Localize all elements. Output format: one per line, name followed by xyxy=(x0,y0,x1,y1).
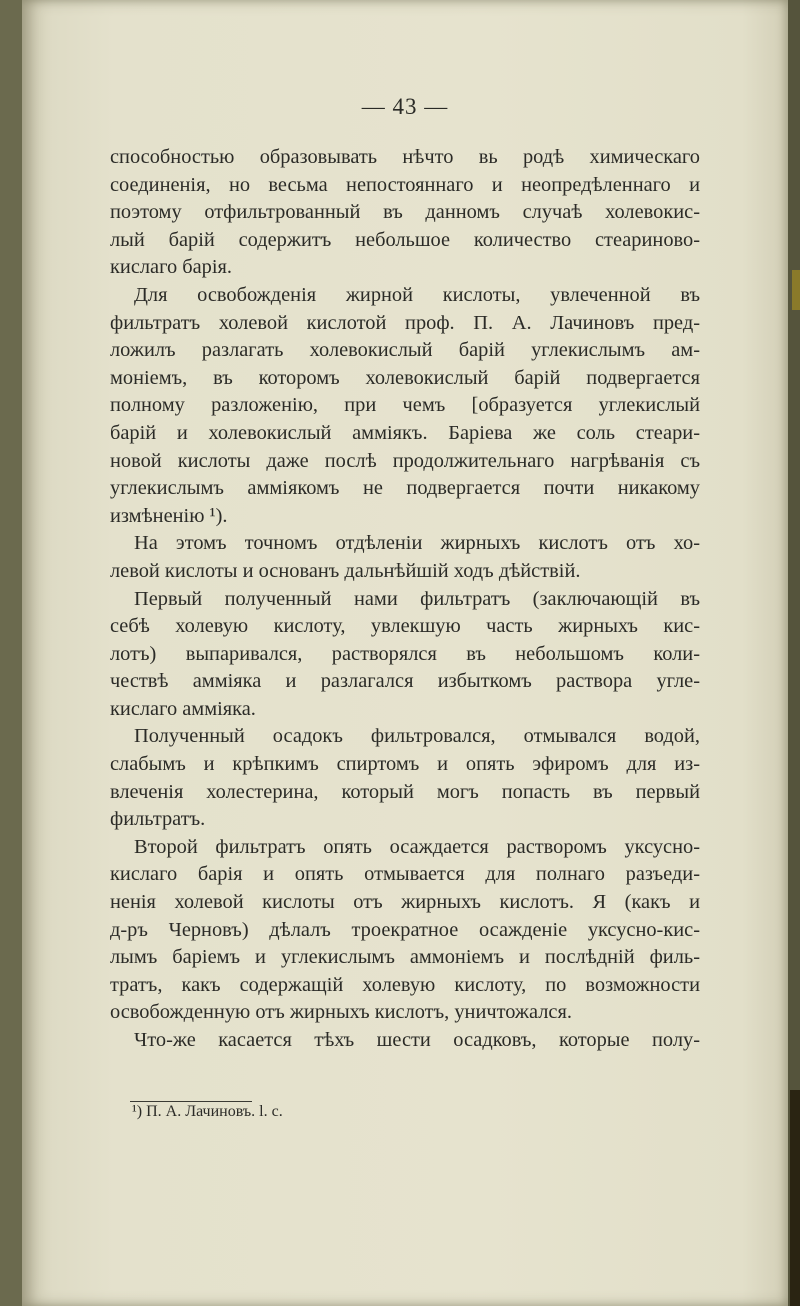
text-line: влеченія холестерина, который могъ попасть въ первый xyxy=(110,780,700,803)
text-line: освобожденную отъ жирныхъ кислотъ, уничтожался. xyxy=(110,1001,572,1024)
text-line: Что-же касается тѣхъ шести осадковъ, которые полу- xyxy=(134,1029,700,1051)
text-line: барій и холевокислый амміякъ. Баріева же соль стеари- xyxy=(110,421,700,444)
text-line: На этомъ точномъ отдѣленіи жирныхъ кислотъ отъ хо- xyxy=(134,532,700,555)
text-line: полному разложенію, при чемъ [образуется углекислый xyxy=(110,394,700,417)
page-edge-stain xyxy=(792,270,800,310)
text-line: д-ръ Черновъ) дѣлалъ троекратное осажденіе уксусно-кис- xyxy=(110,918,700,941)
text-line: новой кислоты даже послѣ продолжительнаго нагрѣванія съ xyxy=(110,449,700,472)
text-line: левой кислоты и основанъ дальнѣйшій ходъ дѣйствій. xyxy=(110,559,581,582)
text-line: себѣ холевую кислоту, увлекшую часть жирныхъ кис- xyxy=(110,615,700,638)
text-line: кислаго барія и опять отмывается для полнаго разъеди- xyxy=(110,863,700,886)
text-line: измѣненію ¹). xyxy=(110,504,228,527)
text-line: лымъ баріемъ и углекислымъ аммоніемъ и послѣдній филь- xyxy=(110,946,700,969)
text-line: тратъ, какъ содержащій холевую кислоту, по возможности xyxy=(110,973,700,996)
text-line: кислаго барія. xyxy=(110,256,233,279)
text-line: поэтому отфильтрованный въ данномъ случаѣ холевокис- xyxy=(110,201,700,224)
footnote: ¹) П. А. Лачиновъ. l. c. xyxy=(132,1103,283,1120)
page-edge-dark xyxy=(790,1090,800,1306)
footnote-divider xyxy=(130,1101,252,1102)
text-line: ненія холевой кислоты отъ жирныхъ кислотъ. Я (какъ и xyxy=(110,891,700,914)
body-text xyxy=(110,144,700,1055)
text-line: углекислымъ амміякомъ не подвергается почти никакому xyxy=(110,477,700,500)
text-line: Полученный осадокъ фильтровался, отмывался водой, xyxy=(134,725,700,748)
text-line: лый барій содержитъ небольшое количество стеариново- xyxy=(110,228,700,251)
text-line: слабымъ и крѣпкимъ спиртомъ и опять эфиромъ для из- xyxy=(110,753,700,776)
text-line: кислаго амміяка. xyxy=(110,697,256,720)
page-number: — 43 — xyxy=(361,94,449,119)
text-line: моніемъ, въ которомъ холевокислый барій подвергается xyxy=(110,366,700,389)
text-line: ложилъ разлагать холевокислый барій углекислымъ ам- xyxy=(110,339,700,362)
text-line: лотъ) выпаривался, растворялся въ небольшомъ коли- xyxy=(110,642,700,665)
text-line: способностью образовывать нѣчто вь родѣ химическаго xyxy=(110,146,700,168)
text-line: фильтратъ холевой кислотой проф. П. А. Лачиновъ пред- xyxy=(110,311,700,334)
text-line: Для освобожденія жирной кислоты, увлеченной въ xyxy=(134,283,700,306)
text-line: Второй фильтратъ опять осаждается растворомъ уксусно- xyxy=(134,835,700,858)
text-line: фильтратъ. xyxy=(110,808,206,831)
document-page xyxy=(22,0,788,1306)
text-line: чествѣ амміяка и разлагался избыткомъ раствора угле- xyxy=(110,670,700,693)
text-line: Первый полученный нами фильтратъ (заключающій въ xyxy=(134,587,700,610)
text-line: соединенія, но весьма непостояннаго и неопредѣленнаго и xyxy=(110,173,700,196)
